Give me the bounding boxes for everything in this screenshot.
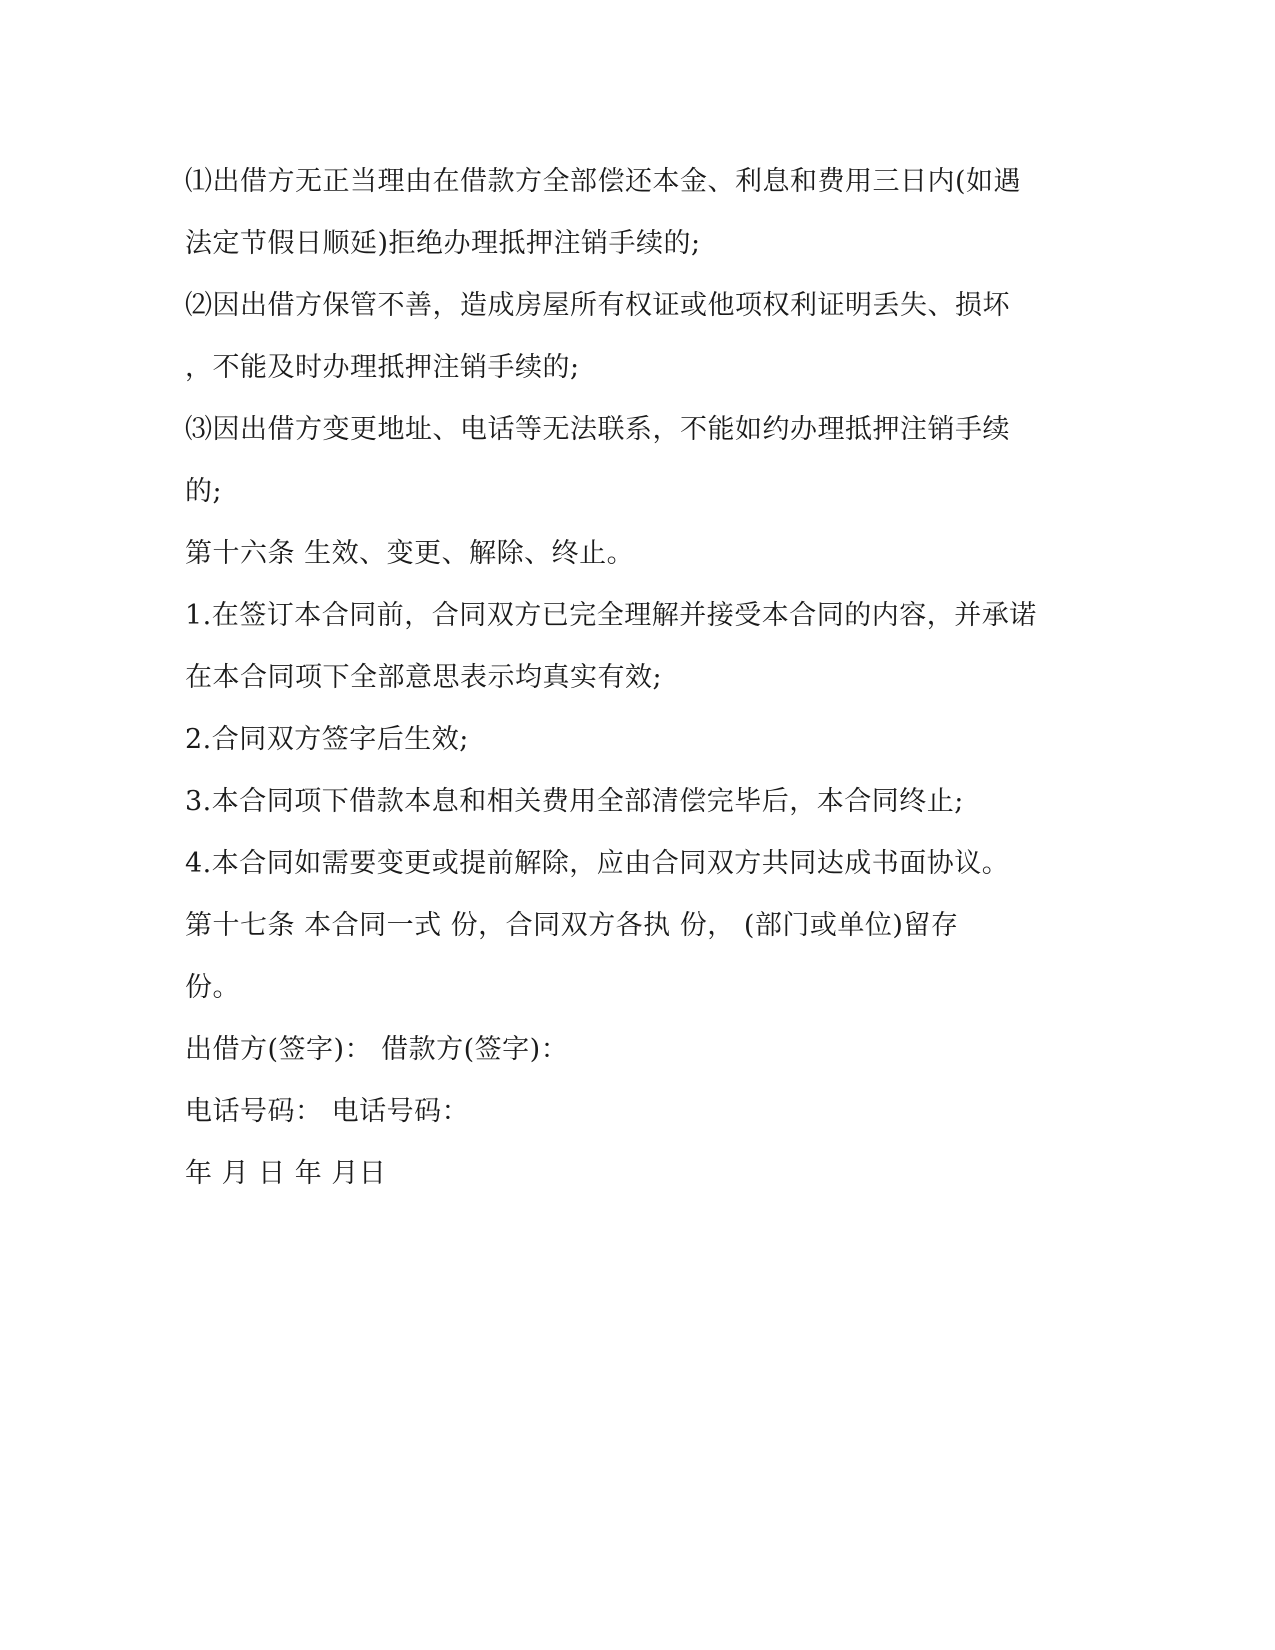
article-17-line-1: 第十七条 本合同一式 份，合同双方各执 份， (部门或单位)留存: [185, 910, 959, 941]
signature-line: 出借方(签字)： 借款方(签字)：: [185, 1034, 569, 1065]
clause-item-3-line-2: 的;: [185, 476, 223, 507]
clause-item-2-line-1: ⑵因出借方保管不善，造成房屋所有权证或他项权利证明丢失、损坏: [185, 290, 1010, 321]
clause-item-3-line-1: ⑶因出借方变更地址、电话等无法联系，不能如约办理抵押注销手续: [185, 414, 1010, 445]
article-16-item-1-line-2: 在本合同项下全部意思表示均真实有效;: [185, 662, 663, 693]
clause-item-1-line-1: ⑴出借方无正当理由在借款方全部偿还本金、利息和费用三日内(如遇: [185, 166, 1022, 197]
article-16-heading: 第十六条 生效、变更、解除、终止。: [185, 538, 635, 569]
date-line: 年 月 日 年 月日: [185, 1158, 387, 1189]
clause-item-2-line-2: ，不能及时办理抵押注销手续的;: [185, 352, 580, 383]
article-16-item-1-line-1: 1.在签订本合同前，合同双方已完全理解并接受本合同的内容，并承诺: [185, 600, 1037, 631]
article-16-item-4: 4.本合同如需要变更或提前解除，应由合同双方共同达成书面协议。: [185, 848, 1010, 879]
article-16-item-2: 2.合同双方签字后生效;: [185, 724, 469, 755]
article-17-line-2: 份。: [185, 972, 240, 1003]
article-16-item-3: 3.本合同项下借款本息和相关费用全部清偿完毕后，本合同终止;: [185, 786, 964, 817]
phone-line: 电话号码： 电话号码：: [185, 1096, 470, 1127]
clause-item-1-line-2: 法定节假日顺延)拒绝办理抵押注销手续的;: [185, 228, 701, 259]
